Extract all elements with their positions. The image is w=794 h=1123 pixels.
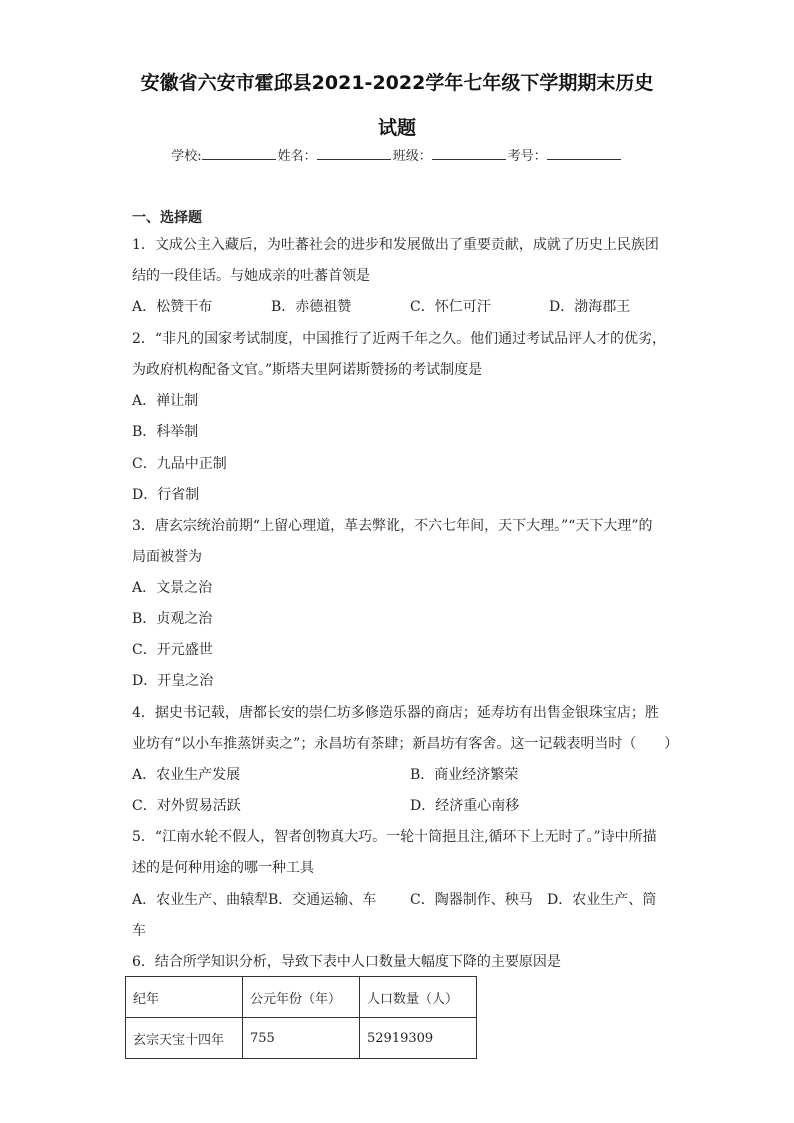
table-header-row [126,977,477,1018]
class-blank[interactable] [432,148,506,160]
q3-stem-line1: 3．唐玄宗统治前期“上留心理道，革去弊讹，不六七年间，天下大理。”“天下大理”的 [132,518,653,534]
table-cell: 755 [243,1018,360,1059]
school-blank[interactable] [202,148,276,160]
q4-option-b[interactable]: B．商业经济繁荣 [410,767,519,783]
table-cell: 52919309 [360,1018,477,1059]
q5-option-b[interactable]: B．交通运输、车 [268,892,377,908]
school-label: 学校: [171,149,202,164]
q5-stem-line2: 述的是何种用途的哪一种工具 [132,860,314,876]
q3-option-a[interactable]: A．文景之治 [132,580,213,596]
q5-option-c[interactable]: C．陶器制作、秧马 [410,892,533,908]
q5-option-d[interactable]: D．农业生产、筒 [547,892,657,908]
table-header-cell: 纪年 [126,977,243,1018]
q3-stem-line2: 局面被誉为 [132,549,202,565]
q5-option-d-overflow: 车 [132,923,146,939]
q2-option-b[interactable]: B．科举制 [132,424,199,440]
q1-stem-line2: 结的一段佳话。与她成亲的吐蕃首领是 [132,268,370,284]
student-info-line [0,145,794,164]
q3-option-c[interactable]: C．开元盛世 [132,642,213,658]
q2-stem-line1: 2．“非凡的国家考试制度，中国推行了近两千年之久。他们通过考试品评人才的优劣， [132,331,667,347]
q1-stem-line1: 1．文成公主入藏后，为吐蕃社会的进步和发展做出了重要贡献，成就了历史上民族团 [132,237,659,253]
page-title-continued: 试题 [377,117,416,139]
q5-option-a[interactable]: A．农业生产、曲辕犁 [132,892,269,908]
class-label: 班级： [392,149,432,164]
q5-stem-line1: 5．“江南水轮不假人，智者创物真大巧。一轮十筒挹且注,循环下上无时了。”诗中所描 [132,829,657,845]
q4-option-a[interactable]: A．农业生产发展 [132,767,241,783]
q4-stem-line1: 4．据史书记载，唐都长安的崇仁坊多修造乐器的商店；延寿坊有出售金银珠宝店；胜 [132,705,659,721]
name-blank[interactable] [317,148,391,160]
q2-option-c[interactable]: C．九品中正制 [132,456,227,472]
q3-option-b[interactable]: B．贞观之治 [132,611,213,627]
name-label: 姓名： [277,149,317,164]
q4-option-c[interactable]: C．对外贸易活跃 [132,798,241,814]
section-title: 一、选择题 [132,210,202,226]
number-blank[interactable] [547,148,621,160]
q1-option-a[interactable]: A．松赞干布 [132,299,213,315]
table-row [126,1018,477,1059]
q6-stem: 6．结合所学知识分析，导致下表中人口数量大幅度下降的主要原因是 [132,954,561,970]
q1-option-b[interactable]: B．赤德祖赞 [271,299,352,315]
page-title: 安徽省六安市霍邱县2021-2022学年七年级下学期期末历史 [140,72,654,94]
q2-option-d[interactable]: D．行省制 [132,487,200,503]
q4-option-d[interactable]: D．经济重心南移 [410,798,520,814]
q2-option-a[interactable]: A．禅让制 [132,393,199,409]
q1-option-d[interactable]: D．渤海郡王 [549,299,631,315]
table-header-cell: 公元年份（年） [243,977,360,1018]
population-table [125,976,477,1059]
q3-option-d[interactable]: D．开皇之治 [132,673,214,689]
table-header-cell: 人口数量（人） [360,977,477,1018]
q1-option-c[interactable]: C．怀仁可汗 [410,299,491,315]
q4-stem-line2: 业坊有“以小车推蒸饼卖之”；永昌坊有茶肆；新昌坊有客舍。这一记载表明当时（ ） [132,736,679,752]
q2-stem-line2: 为政府机构配备文官。”斯塔夫里阿诺斯赞扬的考试制度是 [132,362,483,378]
table-cell: 玄宗天宝十四年 [126,1018,243,1059]
number-label: 考号： [507,149,547,164]
